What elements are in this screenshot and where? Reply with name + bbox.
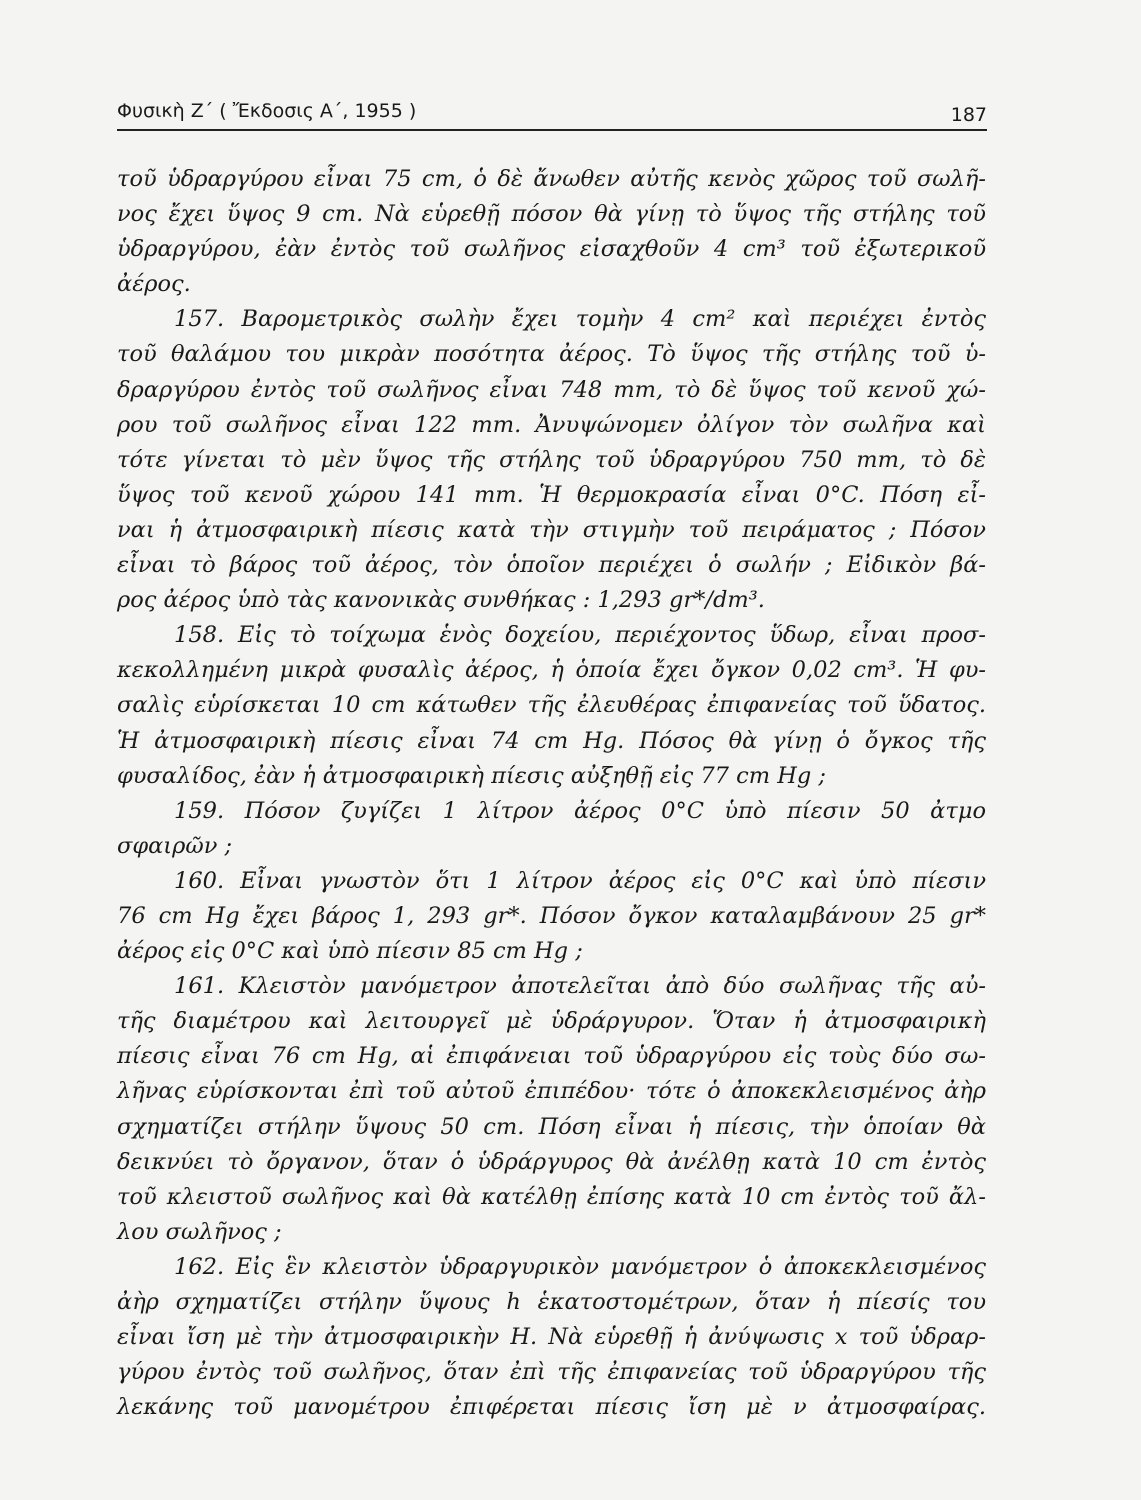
text-line: σχηματίζει στήλην ὕψους 50 cm. Πόση εἶναι ἡ πίεσις, τὴν ὁποίαν θὰ (117, 1113, 986, 1140)
text-line: νος ἔχει ὕψος 9 cm. Νὰ εὑρεθῇ πόσον θὰ γίνῃ τὸ ὕψος τῆς στήλης τοῦ (117, 201, 986, 228)
text-line: σαλὶς εὑρίσκεται 10 cm κάτωθεν τῆς ἐλευθέρας ἐπιφανείας τοῦ ὕδατος. (117, 692, 986, 719)
text-line: 158. Εἰς τὸ τοίχωμα ἑνὸς δοχείου, περιέχοντος ὕδωρ, εἶναι προσ- (174, 622, 986, 649)
text-line: κεκολλημένη μικρὰ φυσαλὶς ἀέρος, ἡ ὁποία ἔχει ὄγκον 0,02 cm³. Ἡ φυ- (117, 657, 986, 684)
text-line: τοῦ κλειστοῦ σωλῆνος καὶ θὰ κατέλθῃ ἐπίσης κατὰ 10 cm ἐντὸς τοῦ ἄλ- (117, 1183, 986, 1210)
text-line: τῆς διαμέτρου καὶ λειτουργεῖ μὲ ὑδράργυρον. Ὅταν ἡ ἀτμοσφαιρικὴ (117, 1008, 986, 1035)
text-line: ἀὴρ σχηματίζει στήλην ὕψους h ἑκατοστομέτρων, ὅταν ἡ πίεσίς του (117, 1289, 986, 1315)
page-body-text (117, 162, 986, 1425)
text-line: 159. Πόσον ζυγίζει 1 λίτρον ἀέρος 0°C ὑπὸ πίεσιν 50 ἀτμο (174, 797, 986, 824)
text-line: ρου τοῦ σωλῆνος εἶναι 122 mm. Ἀνυψώνομεν ὀλίγον τὸν σωλῆνα καὶ (117, 411, 986, 438)
text-line: εἶναι ἴση μὲ τὴν ἀτμοσφαιρικὴν Η. Νὰ εὑρεθῇ ἡ ἀνύψωσις x τοῦ ὑδραρ- (117, 1324, 986, 1351)
text-line: τοῦ θαλάμου του μικρὰν ποσότητα ἀέρος. Τὸ ὕψος τῆς στήλης τοῦ ὑ- (117, 341, 986, 368)
running-title: Φυσικὴ Ζ΄ ( Ἔκδοσις Α΄, 1955 ) (117, 100, 417, 122)
text-line: ναι ἡ ἀτμοσφαιρικὴ πίεσις κατὰ τὴν στιγμὴν τοῦ πειράματος ; Πόσον (117, 516, 986, 543)
text-line: σφαιρῶν ; (117, 832, 233, 859)
text-line: 162. Εἰς ἓν κλειστὸν ὑδραργυρικὸν μανόμετρον ὁ ἀποκεκλεισμένος (174, 1253, 986, 1280)
text-line: 76 cm Hg ἔχει βάρος 1, 293 gr*. Πόσον ὄγκον καταλαμβάνουν 25 gr* (117, 902, 986, 929)
text-line: 160. Εἶναι γνωστὸν ὅτι 1 λίτρον ἀέρος εἰς 0°C καὶ ὑπὸ πίεσιν (174, 867, 986, 894)
text-line: δραργύρου ἐντὸς τοῦ σωλῆνος εἶναι 748 mm, τὸ δὲ ὕψος τοῦ κενοῦ χώ- (117, 376, 986, 403)
text-line: πίεσις εἶναι 76 cm Hg, αἱ ἐπιφάνειαι τοῦ ὑδραργύρου εἰς τοὺς δύο σω- (117, 1043, 986, 1070)
text-line: λου σωλῆνος ; (117, 1218, 282, 1245)
running-header (117, 98, 987, 128)
text-line: ἀέρος. (117, 271, 191, 298)
text-line: 157. Βαρομετρικὸς σωλὴν ἔχει τομὴν 4 cm² καὶ περιέχει ἐντὸς (174, 306, 986, 333)
text-line: λεκάνης τοῦ μανομέτρου ἐπιφέρεται πίεσις ἴση μὲ ν ἀτμοσφαίρας. (117, 1394, 986, 1421)
text-line: ἀέρος εἰς 0°C καὶ ὑπὸ πίεσιν 85 cm Hg ; (117, 938, 583, 965)
text-line: τότε γίνεται τὸ μὲν ὕψος τῆς στήλης τοῦ ὑδραργύρου 750 mm, τὸ δὲ (117, 446, 986, 473)
text-line: λῆνας εὑρίσκονται ἐπὶ τοῦ αὐτοῦ ἐπιπέδου· τότε ὁ ἀποκεκλεισμένος ἀὴρ (117, 1078, 986, 1105)
text-line: τοῦ ὑδραργύρου εἶναι 75 cm, ὁ δὲ ἄνωθεν αὐτῆς κενὸς χῶρος τοῦ σωλῆ- (117, 166, 986, 192)
text-line: ρος ἀέρος ὑπὸ τὰς κανονικὰς συνθήκας : 1,293 gr*/dm³. (117, 587, 765, 614)
text-line: 161. Κλειστὸν μανόμετρον ἀποτελεῖται ἀπὸ δύο σωλῆνας τῆς αὐ- (174, 973, 986, 1000)
text-line: Ἡ ἀτμοσφαιρικὴ πίεσις εἶναι 74 cm Hg. Πόσος θὰ γίνῃ ὁ ὄγκος τῆς (117, 727, 986, 754)
text-line: ὑδραργύρου, ἐὰν ἐντὸς τοῦ σωλῆνος εἰσαχθοῦν 4 cm³ τοῦ ἐξωτερικοῦ (117, 236, 986, 263)
text-line: γύρου ἐντὸς τοῦ σωλῆνος, ὅταν ἐπὶ τῆς ἐπιφανείας τοῦ ὑδραργύρου τῆς (117, 1359, 986, 1386)
text-line: δεικνύει τὸ ὄργανον, ὅταν ὁ ὑδράργυρος θὰ ἀνέλθῃ κατὰ 10 cm ἐντὸς (117, 1148, 986, 1175)
text-line: εἶναι τὸ βάρος τοῦ ἀέρος, τὸν ὁποῖον περιέχει ὁ σωλήν ; Εἰδικὸν βά- (117, 552, 986, 579)
text-line: ὕψος τοῦ κενοῦ χώρου 141 mm. Ἡ θερμοκρασία εἶναι 0°C. Πόση εἶ- (117, 481, 986, 508)
header-rule (117, 129, 987, 131)
page-number: 187 (950, 104, 987, 126)
text-line: φυσαλίδος, ἐὰν ἡ ἀτμοσφαιρικὴ πίεσις αὐξηθῇ εἰς 77 cm Hg ; (117, 762, 826, 789)
